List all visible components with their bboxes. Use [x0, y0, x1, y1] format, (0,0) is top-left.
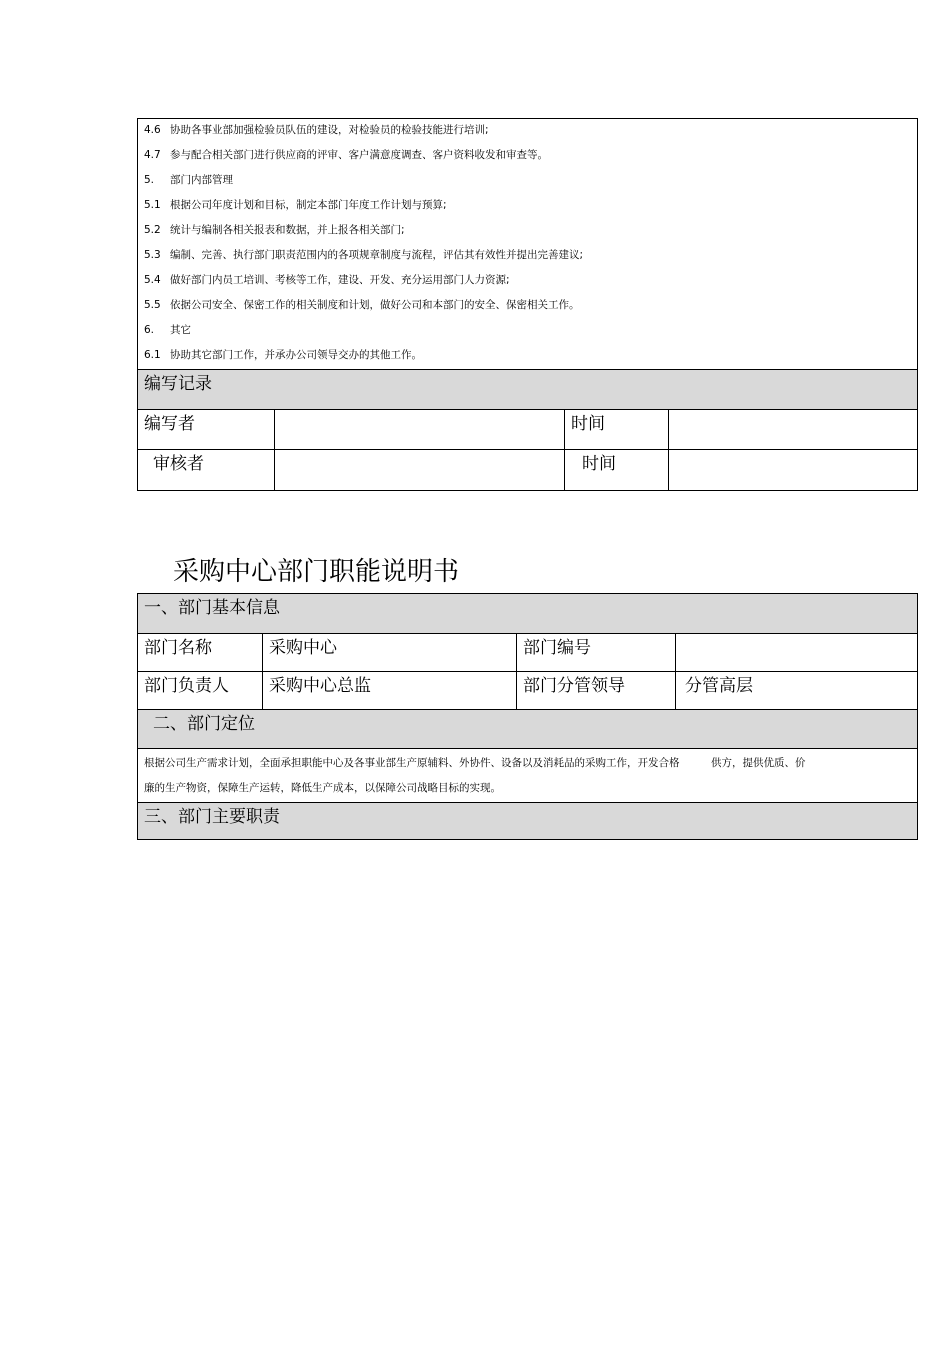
duty-item — [138, 294, 917, 319]
duty-item-number: 5.5 — [144, 299, 161, 311]
dept-name-value: 采购中心 — [263, 634, 517, 671]
duty-item-text: 做好部门内员工培训、考核等工作，建设、开发、充分运用部门人力资源; — [170, 274, 510, 286]
dept-leader-label: 部门分管领导 — [517, 672, 676, 709]
duty-item-text: 依据公司安全、保密工作的相关制度和计划，做好公司和本部门的安全、保密相关工作。 — [170, 299, 580, 311]
writer-value — [275, 410, 565, 449]
duties-list — [138, 119, 917, 369]
duty-item — [138, 244, 917, 269]
duty-item-number: 5. — [144, 174, 155, 186]
section-main-duties: 三、部门主要职责 — [138, 802, 917, 839]
department-info-table — [137, 593, 918, 840]
dept-head-row — [138, 671, 917, 709]
duty-item-number: 4.7 — [144, 149, 161, 161]
positioning-line-2: 廉的生产物资，保障生产运转，降低生产成本，以保障公司战略目标的实现。 — [144, 782, 501, 794]
duty-item-number: 4.6 — [144, 124, 161, 136]
duty-item-number: 6. — [144, 324, 155, 336]
duty-item-text: 协助各事业部加强检验员队伍的建设，对检验员的检验技能进行培训; — [170, 124, 489, 136]
positioning-line-1: 根据公司生产需求计划，全面承担职能中心及各事业部生产原辅料、外协件、设备以及消耗品的采购工作，开发合格 供方，提供优质、价 — [144, 757, 806, 769]
writer-time-value — [669, 410, 917, 449]
duty-item-text: 其它 — [170, 324, 191, 336]
dept-name-row — [138, 633, 917, 671]
duty-item-number: 5.4 — [144, 274, 161, 286]
writer-time-label: 时间 — [565, 410, 669, 449]
duty-item-text: 协助其它部门工作，并承办公司领导交办的其他工作。 — [170, 349, 422, 361]
duty-item-text: 统计与编制各相关报表和数据，并上报各相关部门; — [170, 224, 405, 236]
duty-item — [138, 344, 917, 369]
duty-item-text: 参与配合相关部门进行供应商的评审、客户满意度调查、客户资料收发和审查等。 — [170, 149, 548, 161]
section-basic-info: 一、部门基本信息 — [138, 594, 917, 633]
duty-item-number: 5.2 — [144, 224, 161, 236]
duty-item — [138, 194, 917, 219]
section-positioning: 二、部门定位 — [138, 709, 917, 748]
dept-code-value — [676, 634, 917, 671]
duty-item — [138, 144, 917, 169]
dept-code-label: 部门编号 — [517, 634, 676, 671]
duty-item — [138, 169, 917, 194]
reviewer-time-label: 时间 — [565, 450, 669, 490]
dept-head-label: 部门负责人 — [138, 672, 263, 709]
dept-name-label: 部门名称 — [138, 634, 263, 671]
duty-item-text: 编制、完善、执行部门职责范围内的各项规章制度与流程，评估其有效性并提出完善建议; — [170, 249, 584, 261]
dept-head-value: 采购中心总监 — [263, 672, 517, 709]
duty-item-text: 根据公司年度计划和目标，制定本部门年度工作计划与预算; — [170, 199, 447, 211]
writer-row — [138, 409, 917, 449]
document-title: 采购中心部门职能说明书 — [173, 557, 460, 587]
duty-item — [138, 269, 917, 294]
duty-item — [138, 119, 917, 144]
reviewer-time-value — [669, 450, 917, 490]
duty-item — [138, 219, 917, 244]
duty-item — [138, 319, 917, 344]
duty-item-number: 6.1 — [144, 349, 161, 361]
reviewer-value — [275, 450, 565, 490]
reviewer-label: 审核者 — [138, 450, 275, 490]
duty-item-text: 部门内部管理 — [170, 174, 233, 186]
reviewer-row — [138, 449, 917, 490]
duty-item-number: 5.1 — [144, 199, 161, 211]
duty-item-number: 5.3 — [144, 249, 161, 261]
duties-continuation-table — [137, 118, 918, 491]
writer-label: 编写者 — [138, 410, 275, 449]
positioning-text — [138, 748, 917, 802]
dept-leader-value: 分管高层 — [685, 676, 753, 696]
record-header: 编写记录 — [138, 369, 917, 409]
